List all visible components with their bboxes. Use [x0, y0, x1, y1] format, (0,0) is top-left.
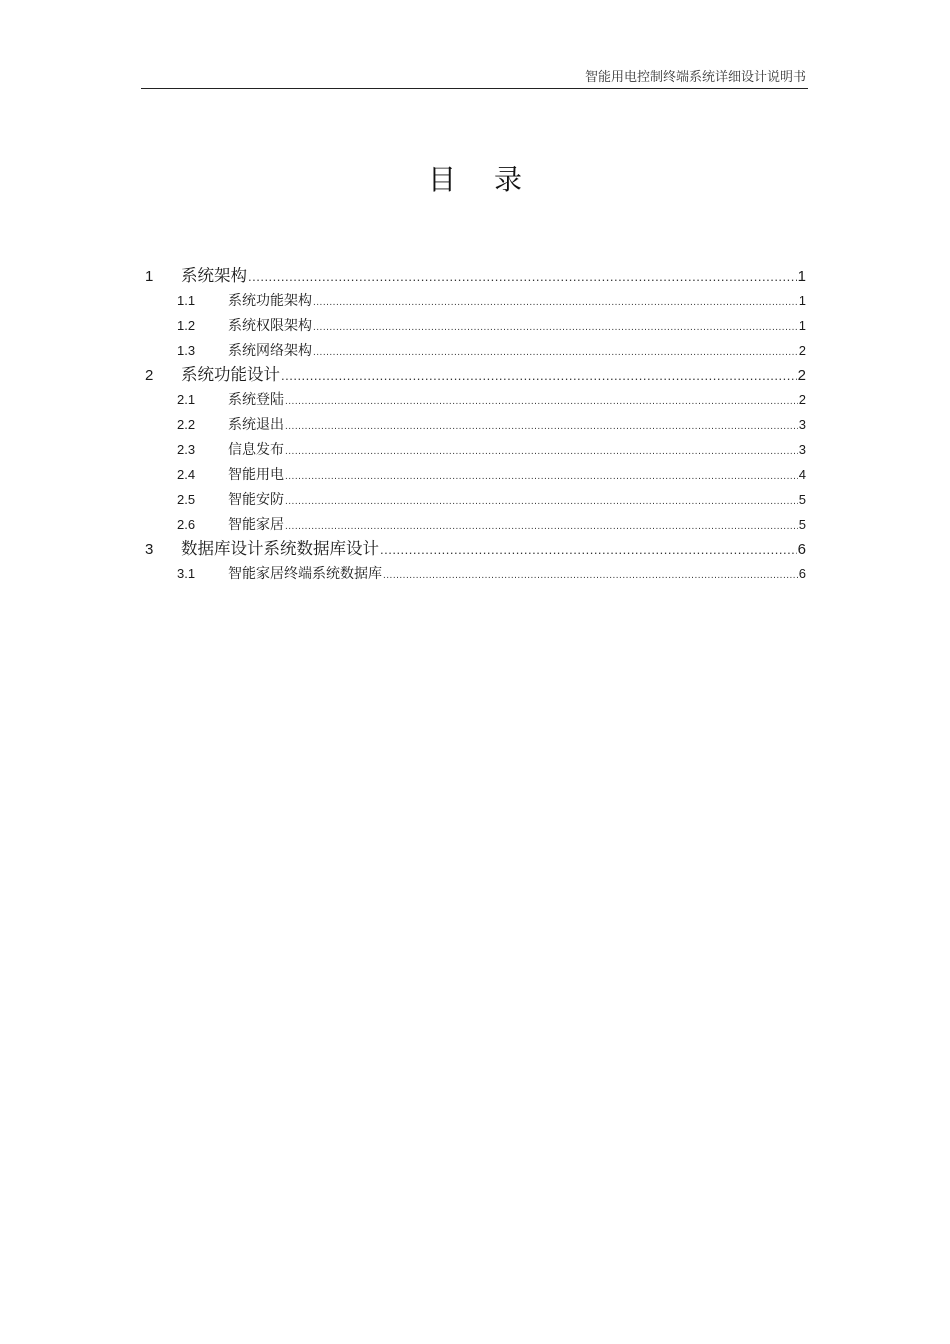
toc-entry-2[interactable]: [141, 363, 806, 387]
toc-entry-page: 2: [798, 343, 806, 358]
toc-leader-dots: [313, 290, 798, 313]
toc-entry-page: 5: [798, 517, 806, 532]
toc-entry-title: 系统网络架构: [228, 343, 312, 359]
toc-entry-page: 4: [798, 467, 806, 482]
toc-entry-number: 2.5: [177, 492, 196, 507]
toc-leader-dots: [281, 364, 797, 387]
toc-entry-number: 2.3: [177, 442, 196, 457]
toc-title-right: 录: [494, 163, 523, 196]
toc-entry-1[interactable]: [141, 264, 806, 288]
toc-leader-dots: [285, 439, 798, 462]
toc-leader-dots: [285, 464, 798, 487]
toc-entry-1-3[interactable]: [141, 338, 806, 363]
toc-entry-title: 系统退出: [228, 417, 284, 433]
toc-leader-dots: [248, 265, 797, 288]
table-of-contents: [141, 264, 806, 586]
toc-entry-number: 1.2: [177, 318, 196, 333]
toc-entry-title: 智能安防: [228, 492, 284, 508]
page-header: [141, 70, 808, 89]
toc-entry-title: 数据库设计系统数据库设计: [181, 539, 379, 558]
toc-entry-3[interactable]: [141, 537, 806, 561]
toc-entry-page: 6: [798, 566, 806, 581]
toc-entry-page: 1: [798, 293, 806, 308]
toc-leader-dots: [380, 538, 797, 561]
toc-entry-page: 2: [797, 367, 806, 384]
toc-entry-number: 2.4: [177, 467, 196, 482]
toc-entry-2-1[interactable]: [141, 387, 806, 412]
toc-entry-3-1[interactable]: [141, 561, 806, 586]
toc-entry-2-2[interactable]: [141, 412, 806, 437]
toc-entry-number: 2.1: [177, 392, 196, 407]
toc-title: [0, 160, 950, 200]
toc-entry-title: 系统功能设计: [181, 365, 280, 384]
toc-entry-page: 3: [798, 417, 806, 432]
toc-entry-page: 2: [798, 392, 806, 407]
toc-entry-number: 1.3: [177, 343, 196, 358]
toc-entry-number: 1.1: [177, 293, 196, 308]
toc-entry-number: 2: [145, 367, 154, 384]
toc-entry-number: 2.2: [177, 417, 196, 432]
toc-leader-dots: [383, 563, 798, 586]
toc-entry-2-3[interactable]: [141, 437, 806, 462]
toc-entry-title: 系统架构: [181, 266, 247, 285]
toc-entry-number: 3: [145, 541, 154, 558]
toc-leader-dots: [285, 414, 798, 437]
toc-entry-2-5[interactable]: [141, 487, 806, 512]
toc-entry-1-2[interactable]: [141, 313, 806, 338]
toc-entry-2-4[interactable]: [141, 462, 806, 487]
toc-entry-title: 系统功能架构: [228, 293, 312, 309]
toc-entry-page: 3: [798, 442, 806, 457]
toc-leader-dots: [285, 389, 798, 412]
toc-entry-page: 1: [798, 318, 806, 333]
toc-entry-number: 3.1: [177, 566, 196, 581]
toc-entry-2-6[interactable]: [141, 512, 806, 537]
toc-title-left: 目: [427, 163, 456, 196]
toc-entry-number: 2.6: [177, 517, 196, 532]
toc-entry-1-1[interactable]: [141, 288, 806, 313]
toc-entry-title: 智能家居: [228, 517, 284, 533]
toc-entry-title: 信息发布: [228, 442, 284, 458]
toc-leader-dots: [313, 315, 798, 338]
toc-entry-title: 智能家居终端系统数据库: [228, 566, 382, 582]
toc-leader-dots: [285, 489, 798, 512]
toc-entry-page: 1: [797, 268, 806, 285]
toc-entry-title: 系统登陆: [228, 392, 284, 408]
toc-entry-number: 1: [145, 268, 154, 285]
header-title: 智能用电控制终端系统详细设计说明书: [584, 70, 806, 85]
toc-entry-page: 5: [798, 492, 806, 507]
toc-entry-page: 6: [797, 541, 806, 558]
toc-leader-dots: [313, 340, 798, 363]
toc-entry-title: 系统权限架构: [228, 318, 312, 334]
toc-leader-dots: [285, 514, 798, 537]
toc-entry-title: 智能用电: [228, 467, 284, 483]
